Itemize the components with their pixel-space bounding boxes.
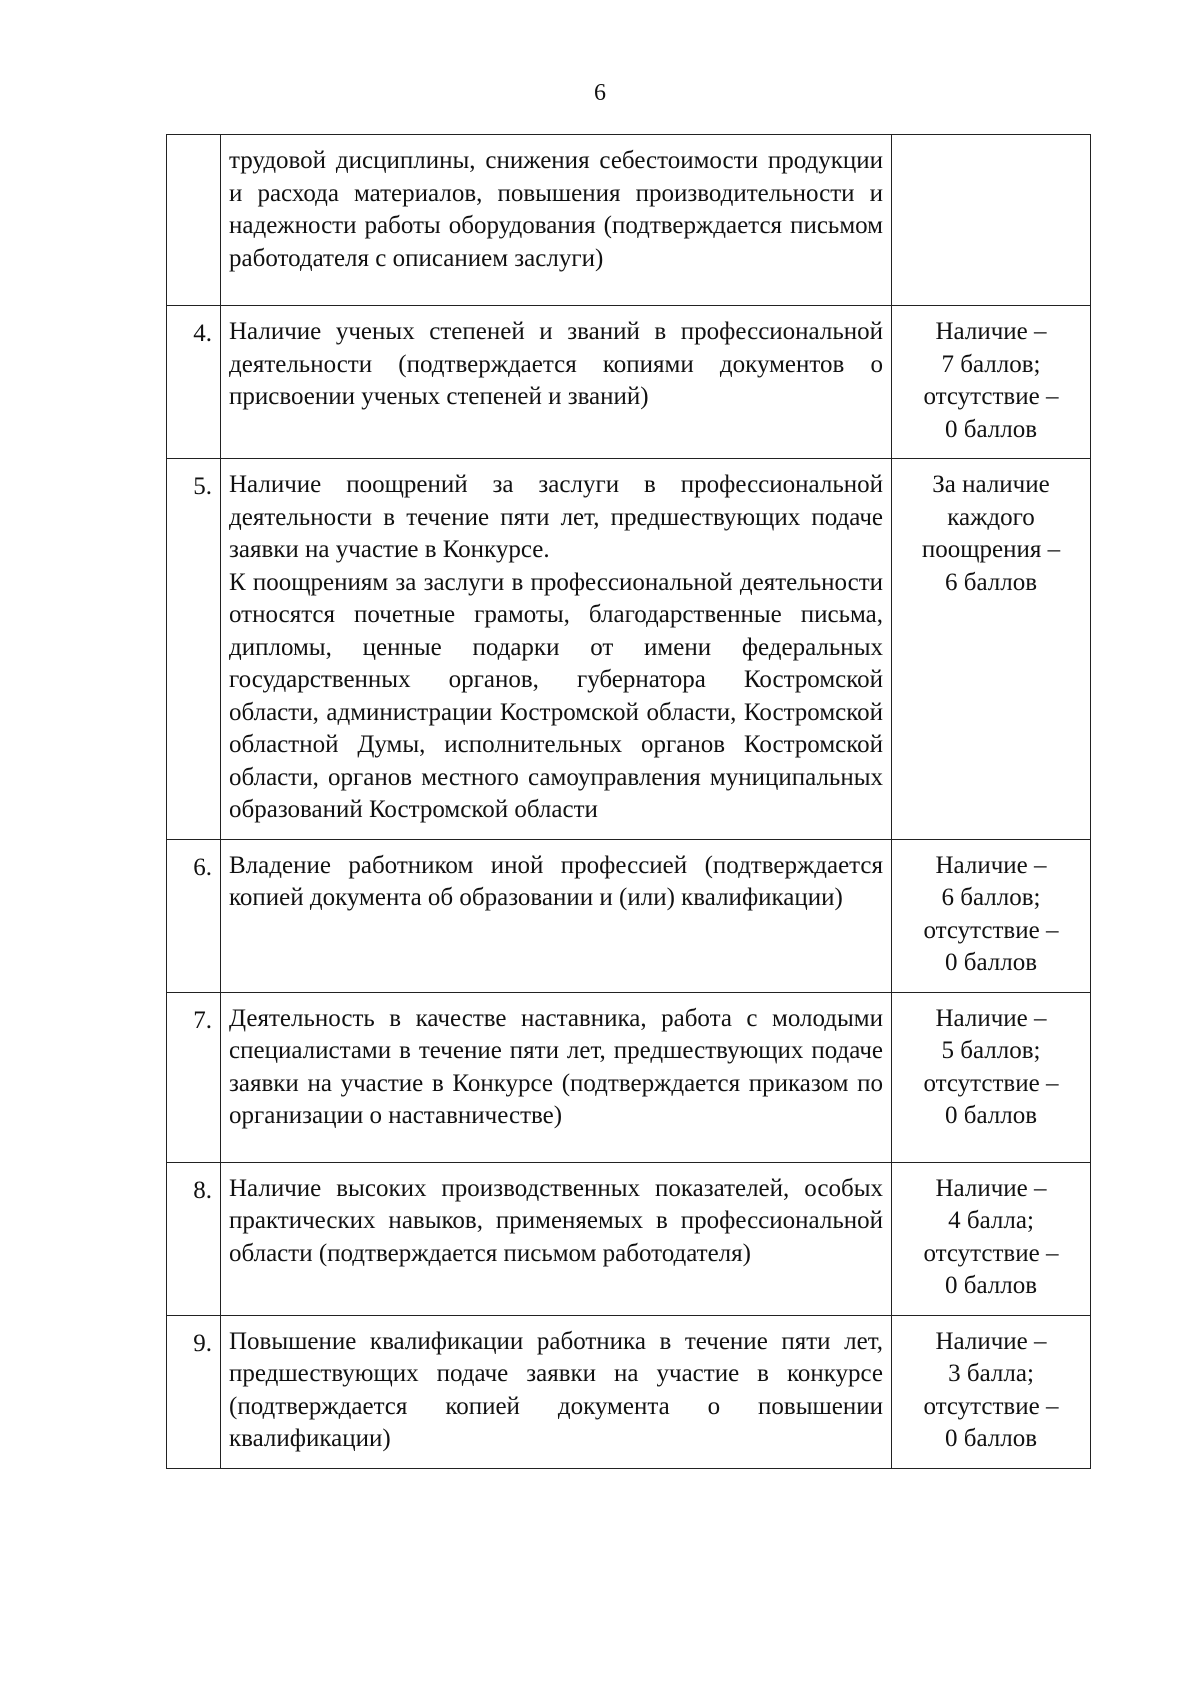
score-line: 0 баллов [944,1102,1038,1129]
score-line: 6 баллов [944,568,1038,596]
criterion-description [221,1162,892,1315]
score-line: отсутствие – [923,916,1059,944]
criterion-description [221,1315,892,1468]
table-row [167,459,1091,840]
score-line: 7 баллов; [941,350,1041,378]
row-number: 7. [167,992,221,1162]
description-paragraph: Наличие поощрений за заслуги в профессиональной деятельности в течение пяти лет, предшествующих подаче заявки на участие в Конкурсе. [229,471,883,563]
table-row [167,1315,1091,1468]
score-line: каждого [947,503,1035,531]
criterion-score [892,306,1091,459]
description-paragraph: К поощрениям за заслуги в профессиональной деятельности относятся почетные грамоты, благодарственные письма, дипломы, ценные подарки от имени федеральных государственных органов, губернатора Костромской области, администрации Костромской области, Костромской областной Думы, исполнительных органов Костромской области, органов местного самоуправления муниципальных образований Костромской области [229,568,883,823]
description-paragraph: Деятельность в качестве наставника, работа с молодыми специалистами в течение пяти лет, предшествующих подаче заявки на участие в Конкурсе (подтверждается приказом по организации о наставничестве) [229,1004,883,1129]
criterion-description [221,992,892,1162]
row-number: 4. [167,306,221,459]
page-number: 6 [594,80,606,106]
score-line: 0 баллов [944,949,1038,976]
criterion-description [221,135,892,306]
criterion-score [892,135,1091,306]
score-line: 0 баллов [944,415,1038,443]
criterion-description [221,839,892,992]
table-row [167,992,1091,1162]
score-line: Наличие – [935,1327,1047,1355]
score-line: 5 баллов; [941,1037,1041,1064]
description-paragraph: Повышение квалификации работника в течение пяти лет, предшествующих подаче заявки на участие в конкурсе (подтверждается копией документа о повышении квалификации) [229,1327,883,1452]
table-row [167,1162,1091,1315]
score-line: отсутствие – [923,1392,1059,1420]
row-number: 9. [167,1315,221,1468]
criterion-score [892,1162,1091,1315]
criterion-score [892,992,1091,1162]
criterion-score [892,839,1091,992]
score-line: Наличие – [935,851,1047,879]
score-line: 3 балла; [948,1360,1034,1387]
score-line: Наличие – [935,318,1047,345]
criteria-table [166,134,1091,1469]
score-line: 0 баллов [944,1425,1038,1452]
table-row [167,306,1091,459]
score-line: Наличие – [935,1004,1047,1032]
score-line: 6 баллов; [941,884,1041,911]
score-line: 0 баллов [944,1272,1038,1299]
criterion-description [221,459,892,840]
score-line: отсутствие – [923,1069,1059,1097]
description-paragraph: Наличие высоких производственных показателей, особых практических навыков, применяемых в профессиональной области (подтверждается письмом работодателя) [229,1174,883,1267]
description-paragraph: Наличие ученых степеней и званий в профессиональной деятельности (подтверждается копиями документов о присвоении ученых степеней и званий) [229,318,883,410]
score-line: отсутствие – [923,383,1059,410]
score-line: Наличие – [935,1174,1047,1202]
row-number: 6. [167,839,221,992]
table-row [167,135,1091,306]
score-line: поощрения – [921,536,1061,563]
table-row [167,839,1091,992]
score-line: 4 балла; [948,1207,1034,1234]
row-number [167,135,221,306]
criterion-score [892,1315,1091,1468]
criterion-score [892,459,1091,840]
score-line: отсутствие – [923,1239,1059,1267]
description-paragraph: Владение работником иной профессией (подтверждается копией документа об образовании и (или) квалификации) [229,851,883,911]
criterion-description [221,306,892,459]
row-number: 5. [167,459,221,840]
description-paragraph: трудовой дисциплины, снижения себестоимости продукции и расхода материалов, повышения производительности и надежности работы оборудования (подтверждается письмом работодателя с описанием заслуги) [229,147,883,272]
score-line: За наличие [932,471,1050,498]
row-number: 8. [167,1162,221,1315]
